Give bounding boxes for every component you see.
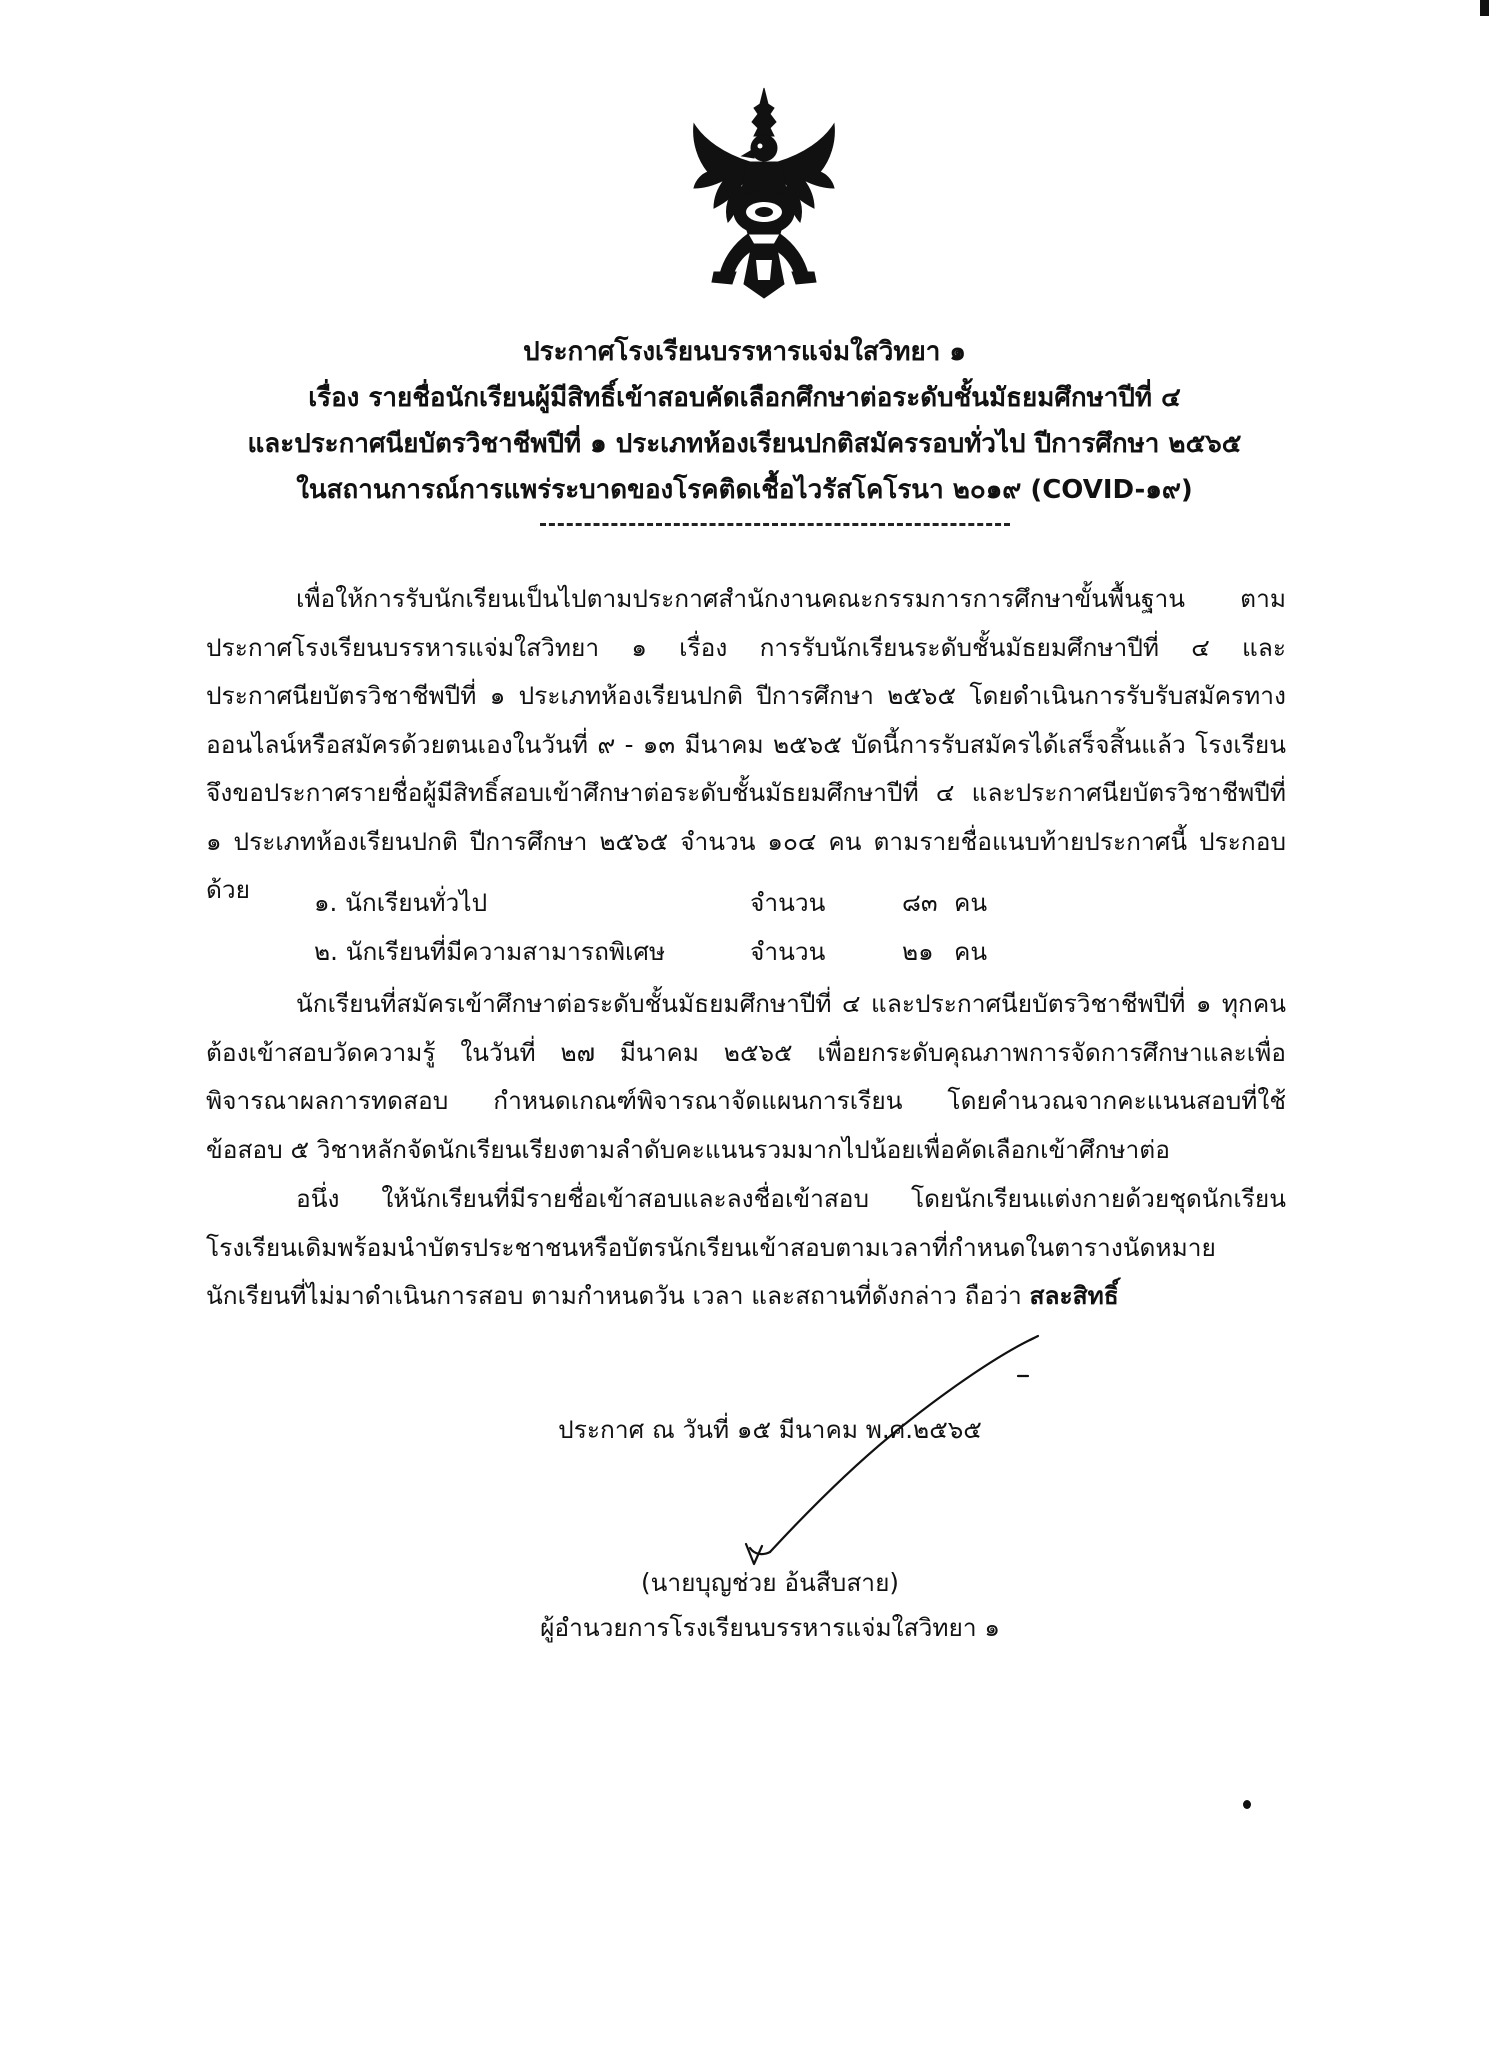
scan-edge: [1480, 0, 1489, 16]
list-item-unit: คน: [954, 937, 988, 966]
scan-speck: [1243, 1800, 1251, 1809]
forfeit-emphasis: สละสิทธิ์: [1029, 1281, 1119, 1310]
list-item-count: ๒๑: [902, 937, 934, 966]
garuda-emblem-icon: [684, 84, 844, 302]
list-item-label: ๒. นักเรียนที่มีความสามารถพิเศษ: [314, 937, 666, 966]
announcement-subject-line3: ในสถานการณ์การแพร่ระบาดของโรคติดเชื้อไวรัสโคโรนา ๒๐๑๙ (COVID-๑๙): [296, 475, 1193, 505]
signer-name: (นายบุญช่วย อ้นสืบสาย): [641, 1568, 899, 1597]
announcement-subject: เรื่อง รายชื่อนักเรียนผู้มีสิทธิ์เข้าสอบคัดเลือกศึกษาต่อระดับชั้นมัธยมศึกษาปีที่ ๔: [308, 383, 1181, 413]
body-paragraph-2: นักเรียนที่สมัครเข้าศึกษาต่อระดับชั้นมัธยมศึกษาปีที่ ๔ และประกาศนียบัตรวิชาชีพปีที่ ๑ ทุกคน ต้องเข้าสอบวัดความรู้ ในวันที่ ๒๗ มีนาคม ๒๕๖๕ เพื่อยกระดับคุณภาพการจัดการศึกษาและเพื่อพิจารณาผลการทดสอบ กำหนดเกณฑ์พิจารณาจัดแผนการเรียน โดยคำนวณจากคะแนนสอบที่ใช้ข้อสอบ ๕ วิชาหลักจัดนักเรียนเรียงตามลำดับคะแนนรวมมากไปน้อยเพื่อคัดเลือกเข้าศึกษาต่อ: [206, 989, 1286, 1164]
list-item-label: ๑. นักเรียนทั่วไป: [314, 888, 488, 917]
title-divider: [540, 523, 1010, 526]
body-paragraph-1: เพื่อให้การรับนักเรียนเป็นไปตามประกาศสำนักงานคณะกรรมการการศึกษาขั้นพื้นฐาน ตามประกาศโรงเรียนบรรหารแจ่มใสวิทยา ๑ เรื่อง การรับนักเรียนระดับชั้นมัธยมศึกษาปีที่ ๔ และประกาศนียบัตรวิชาชีพปีที่ ๑ ประเภทห้องเรียนปกติ ปีการศึกษา ๒๕๖๕ โดยดำเนินการรับรับสมัครทางออนไลน์หรือสมัครด้วยตนเองในวันที่ ๙ - ๑๓ มีนาคม ๒๕๖๕ บัดนี้การรับสมัครได้เสร็จสิ้นแล้ว โรงเรียนจึงขอประกาศรายชื่อผู้มีสิทธิ์สอบเข้าศึกษาต่อระดับชั้นมัธยมศึกษาปีที่ ๔ และประกาศนียบัตรวิชาชีพปีที่ ๑ ประเภทห้องเรียนปกติ ปีการศึกษา ๒๕๖๕ จำนวน ๑๐๔ คน ตามรายชื่อแนบท้ายประกาศนี้ ประกอบด้วย: [206, 584, 1286, 904]
body-paragraph-3: [206, 1175, 1286, 1321]
announcement-title: ประกาศโรงเรียนบรรหารแจ่มใสวิทยา ๑: [523, 337, 966, 367]
announcement-date: ประกาศ ณ วันที่ ๑๕ มีนาคม พ.ศ.๒๕๖๕: [558, 1415, 982, 1444]
body-paragraph-3-text: อนึ่ง ให้นักเรียนที่มีรายชื่อเข้าสอบและลงชื่อเข้าสอบ โดยนักเรียนแต่งกายด้วยชุดนักเรียนโรงเรียนเดิมพร้อมนำบัตรประชาชนหรือบัตรนักเรียนเข้าสอบตามเวลาที่กำหนดในตารางนัดหมาย นักเรียนที่ไม่มาดำเนินการสอบ ตามกำหนดวัน เวลา และสถานที่ดังกล่าว ถือว่า: [206, 1184, 1286, 1310]
list-item-count: ๘๓: [902, 888, 938, 917]
signer-title: ผู้อำนวยการโรงเรียนบรรหารแจ่มใสวิทยา ๑: [540, 1613, 1000, 1642]
handwritten-signature: [700, 1330, 1060, 1580]
list-item-unit: คน: [954, 888, 988, 917]
list-item-count-word: จำนวน: [750, 888, 826, 917]
announcement-subject-line2: และประกาศนียบัตรวิชาชีพปีที่ ๑ ประเภทห้องเรียนปกติสมัครรอบทั่วไป ปีการศึกษา ๒๕๖๕: [247, 429, 1242, 459]
list-item-count-word: จำนวน: [750, 937, 826, 966]
